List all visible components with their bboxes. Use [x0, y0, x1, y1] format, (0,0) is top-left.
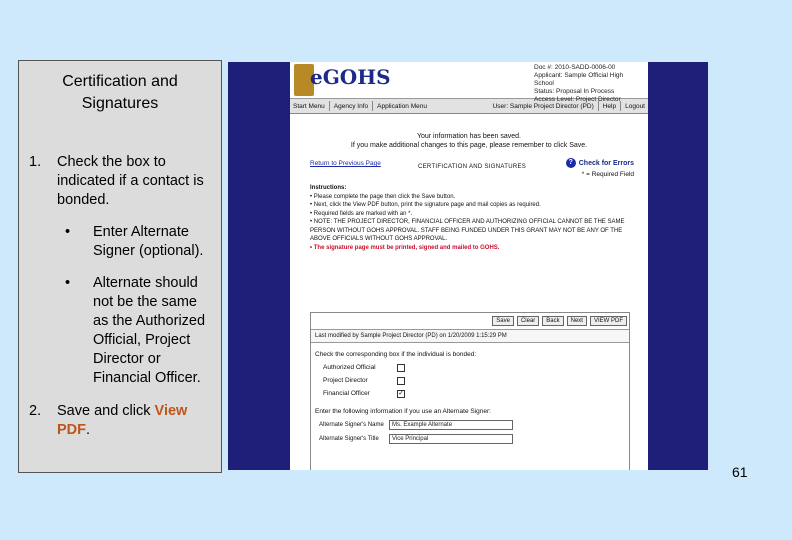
bullet-item: [65, 223, 215, 261]
bullet-text: Enter Alternate Signer (optional).: [93, 224, 204, 259]
certification-form: [310, 312, 630, 470]
bonded-row: [311, 374, 629, 387]
nav-help[interactable]: Help: [602, 102, 617, 110]
bullet-text: Alternate should not be the same as the Authorized Official, Project Director or Financial Officer.: [93, 275, 206, 386]
nav-start-menu[interactable]: Start Menu: [293, 102, 325, 110]
page-header-row: [290, 158, 648, 184]
logo-text: eGOHS: [310, 65, 391, 89]
step-text: Save and click View PDF.: [57, 403, 188, 438]
last-modified: Last modified by Sample Project Director (PD) on 1/20/2009 1:15:29 PM: [311, 329, 629, 343]
instruction-item-red: • The signature page must be printed, signed and mailed to GOHS.: [310, 244, 500, 251]
instruction-item: • Required fields are marked with an *.: [310, 210, 413, 217]
view-pdf-button[interactable]: VIEW PDF: [590, 316, 627, 326]
instructions: [290, 184, 648, 252]
alt-name-row: [311, 418, 629, 432]
app-screenshot: [228, 62, 708, 470]
bonded-row-label: Authorized Official: [323, 364, 376, 371]
nav-logout[interactable]: Logout: [625, 102, 645, 110]
bonded-checkbox[interactable]: [397, 377, 405, 385]
step-number: 2.: [29, 403, 42, 419]
question-icon: ?: [566, 158, 576, 168]
saved-message: Your information has been saved. If you make additional changes to this page, please remember to click Save.: [350, 133, 588, 149]
instruction-item: • Please complete the page then click the Save button.: [310, 193, 456, 200]
instruction-item: • Next, click the View PDF button, print the signature page and mail copies as required.: [310, 202, 541, 208]
clear-button[interactable]: Clear: [517, 316, 539, 326]
alt-name-input[interactable]: Ms. Example Alternate: [389, 420, 513, 430]
instruction-item: • NOTE: THE PROJECT DIRECTOR, FINANCIAL OFFICER AND AUTHORIZING OFFICIAL CANNOT BE THE SAME PERSON WITHOUT GOHS APPROVAL. STAFF BEING FUNDED UNDER THIS GRANT MAY NOT BE ANY OF THE ABOVE OFFICIALS WITHOUT GOHS APPROVAL.: [310, 219, 625, 242]
save-button[interactable]: Save: [492, 316, 514, 326]
panel-title: Certification and Signatures: [62, 73, 178, 112]
bonded-row-label: Project Director: [323, 377, 368, 384]
step-text: Check the box to indicated if a contact is bonded.: [57, 154, 204, 208]
nav-divider: [372, 101, 373, 111]
back-button[interactable]: Back: [542, 316, 563, 326]
alt-title-row: [311, 432, 629, 446]
app-window: [290, 62, 648, 470]
bullet-dot: •: [65, 224, 71, 240]
page-heading: CERTIFICATION AND SIGNATURES: [418, 164, 527, 170]
egohs-logo: [294, 64, 391, 96]
required-note: * = Required Field: [581, 171, 634, 178]
view-pdf-highlight: View PDF: [57, 403, 188, 438]
page-number: 61: [732, 464, 748, 480]
bonded-checkbox[interactable]: ✓: [398, 389, 404, 397]
check-errors-button[interactable]: ? Check for Errors: [566, 158, 634, 168]
nav-application-menu[interactable]: Application Menu: [377, 102, 427, 110]
nav-user: User: Sample Project Director (PD): [492, 102, 594, 110]
form-toolbar: [311, 313, 629, 329]
alt-title-label: Alternate Signer's Title: [319, 436, 379, 442]
instructions-heading: Instructions:: [310, 185, 347, 191]
return-link[interactable]: Return to Previous Page: [310, 160, 381, 167]
bonded-row: [311, 361, 629, 374]
bonded-label: Check the corresponding box if the individual is bonded:: [315, 351, 477, 358]
bonded-row: [311, 387, 629, 400]
next-button[interactable]: Next: [567, 316, 587, 326]
bullet-dot: •: [65, 275, 71, 291]
alt-title-input[interactable]: Vice Principal: [389, 434, 513, 444]
bonded-checkbox[interactable]: [397, 364, 405, 372]
step-2: [29, 402, 215, 440]
nav-agency-info[interactable]: Agency Info: [333, 102, 369, 110]
document-meta: Doc #: 2010-SADD-0006-00 Applicant: Sample Official High School Status: Proposal In Process Access Level: Project Director: [534, 64, 624, 103]
bonded-row-label: Financial Officer: [323, 390, 370, 397]
panel-steps: [29, 153, 215, 440]
instruction-panel: [18, 60, 222, 473]
alternate-signer-label: Enter the following information if you use an Alternate Signer:: [315, 408, 491, 415]
step-number: 1.: [29, 154, 42, 170]
step-1: [29, 153, 215, 210]
nav-divider: [329, 101, 330, 111]
alt-name-label: Alternate Signer's Name: [319, 422, 384, 428]
app-header: [290, 62, 648, 103]
bullet-item: [65, 274, 215, 388]
